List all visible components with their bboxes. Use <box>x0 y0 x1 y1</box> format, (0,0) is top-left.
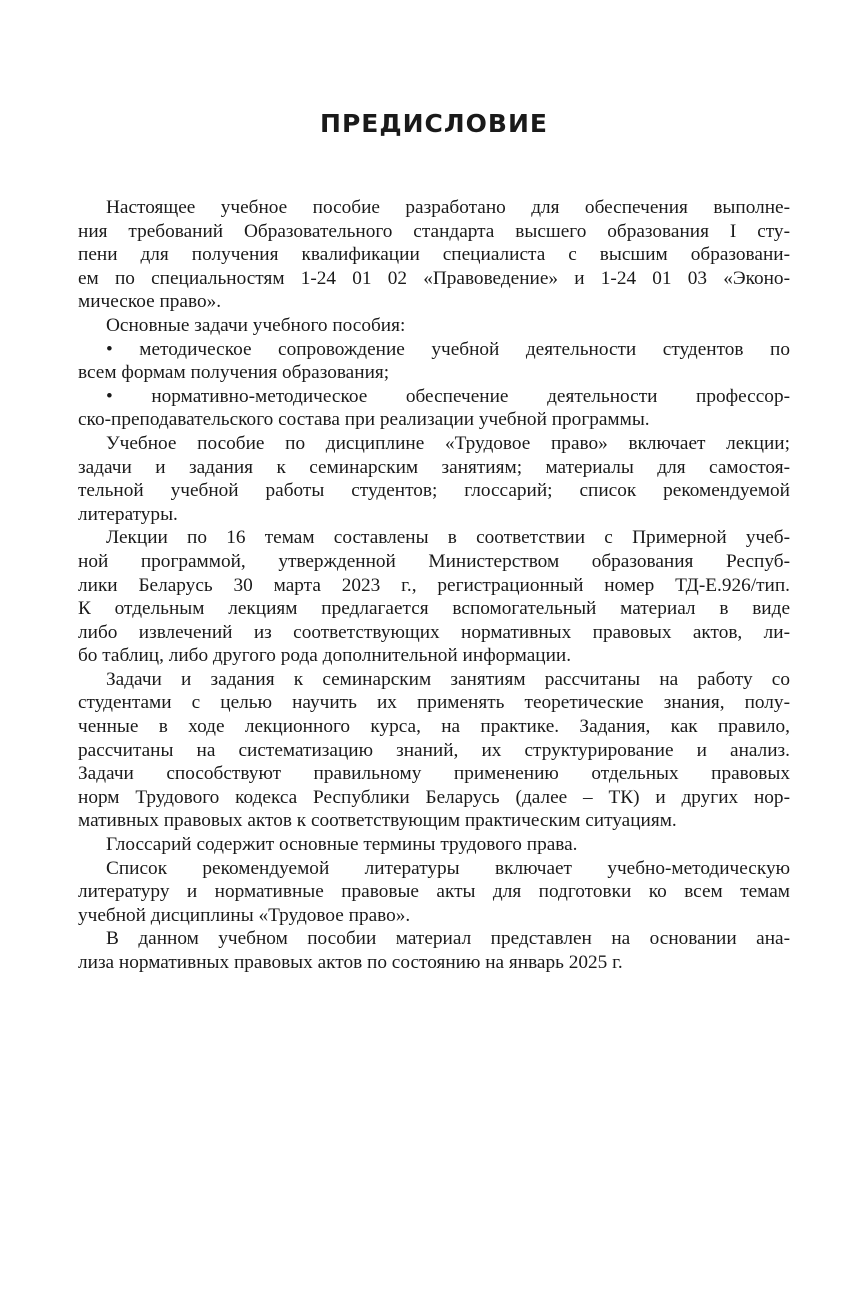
text-line: Учебное пособие по дисциплине «Трудовое право» включает лекции; <box>106 432 790 454</box>
text-line: норм Трудового кодекса Республики Беларусь (далее – ТК) и других нор- <box>78 786 790 808</box>
text-line: задачи и задания к семинарским занятиям; материалы для самостоя- <box>78 456 790 478</box>
text-line: либо извлечений из соответствующих нормативных правовых актов, ли- <box>78 621 790 643</box>
text-line: всем формам получения образования; <box>78 362 390 384</box>
text-line: ния требований Образовательного стандарта высшего образования I сту- <box>78 220 790 242</box>
text-line: пени для получения квалификации специалиста с высшим образовани- <box>78 244 790 266</box>
text-line: Настоящее учебное пособие разработано для обеспечения выполне- <box>106 197 790 218</box>
text-line: К отдельным лекциям предлагается вспомогательный материал в виде <box>78 598 790 620</box>
text-line: тельной учебной работы студентов; глоссарий; список рекомендуемой <box>78 480 790 502</box>
text-line: ем по специальностям 1-24 01 02 «Правоведение» и 1-24 01 03 «Эконо- <box>78 267 790 289</box>
text-line: • методическое сопровождение учебной деятельности студентов по <box>106 338 790 360</box>
text-line: Основные задачи учебного пособия: <box>106 314 406 336</box>
text-line: ченные в ходе лекционного курса, на практике. Задания, как правило, <box>78 716 790 738</box>
text-line: мическое право». <box>78 291 222 313</box>
text-line: учебной дисциплины «Трудовое право». <box>78 904 411 926</box>
text-line: Глоссарий содержит основные термины трудового права. <box>106 834 578 856</box>
text-line: Задачи и задания к семинарским занятиям рассчитаны на работу со <box>106 668 790 690</box>
text-line: • нормативно-методическое обеспечение деятельности профессор- <box>106 385 790 407</box>
text-line: В данном учебном пособии материал представлен на основании ана- <box>106 928 790 950</box>
text-line: ско-преподавательского состава при реализации учебной программы. <box>78 409 650 431</box>
text-line: Список рекомендуемой литературы включает учебно-методическую <box>106 857 790 879</box>
text-line: лиза нормативных правовых актов по состоянию на январь 2025 г. <box>78 952 623 973</box>
text-line: бо таблиц, либо другого рода дополнительной информации. <box>78 645 572 667</box>
text-line: рассчитаны на систематизацию знаний, их структурирование и анализ. <box>78 739 790 761</box>
text-line: литературы. <box>78 503 178 525</box>
text-line: лики Беларусь 30 марта 2023 г., регистрационный номер ТД-Е.926/тип. <box>78 574 790 596</box>
text-line: литературу и нормативные правовые акты для подготовки ко всем темам <box>78 881 790 903</box>
page-title: ПРЕДИСЛОВИЕ <box>320 109 548 138</box>
text-line: Лекции по 16 темам составлены в соответствии с Примерной учеб- <box>106 527 790 549</box>
text-line: мативных правовых актов к соответствующим практическим ситуациям. <box>78 810 677 832</box>
text-line: Задачи способствуют правильному применению отдельных правовых <box>78 763 790 785</box>
text-line: студентами с целью научить их применять теоретические знания, полу- <box>78 692 790 714</box>
preface-body <box>78 196 790 975</box>
text-line: ной программой, утвержденной Министерством образования Респуб- <box>78 550 790 572</box>
